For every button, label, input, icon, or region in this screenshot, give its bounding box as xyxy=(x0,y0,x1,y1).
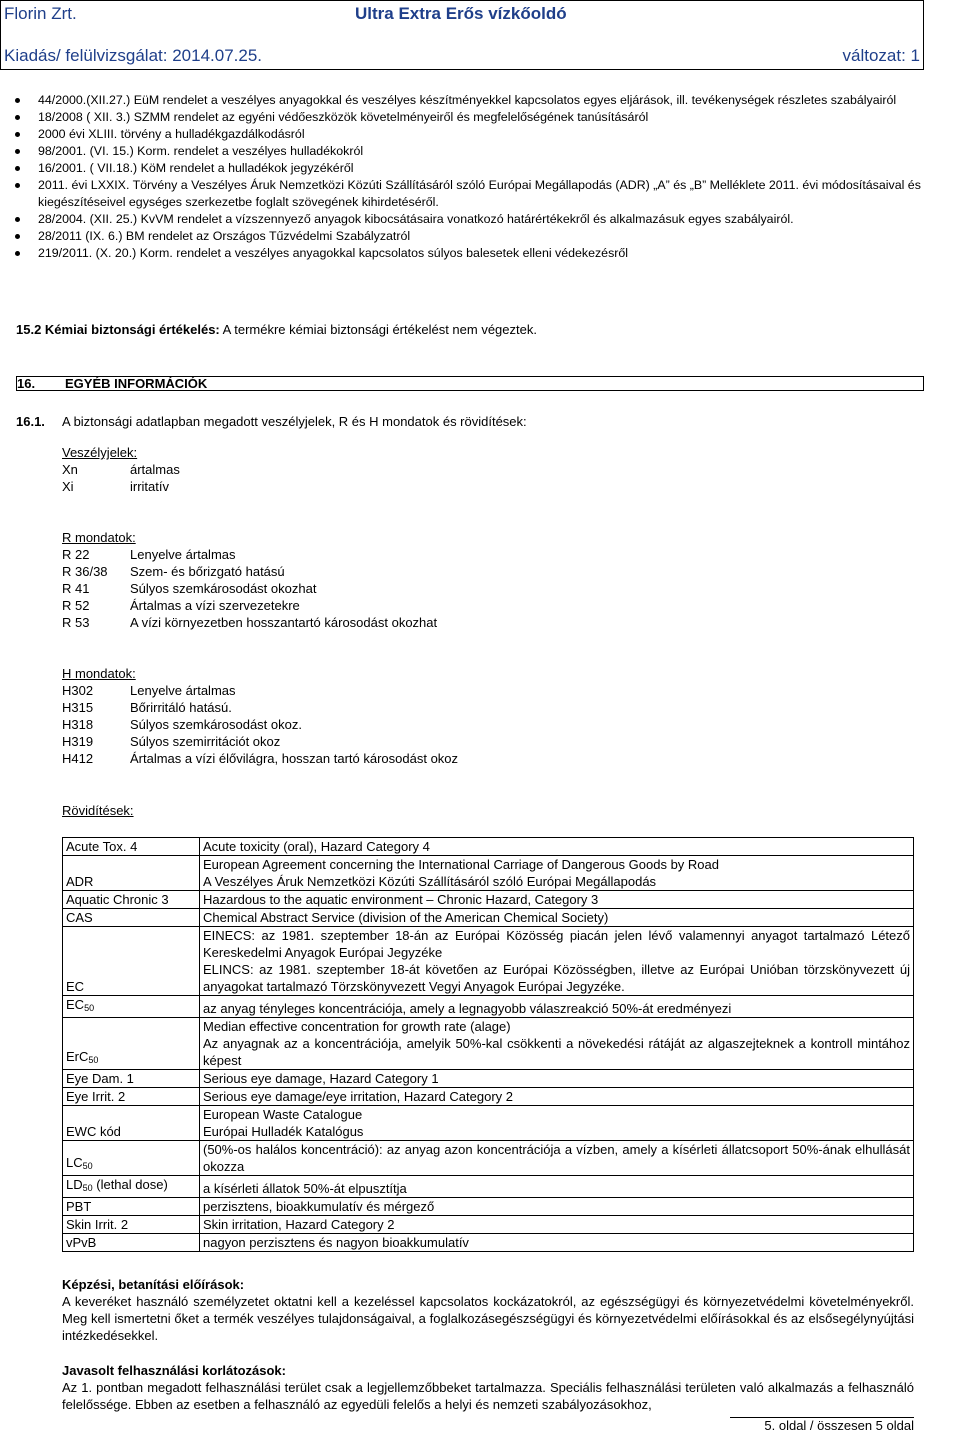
subsection-text: A biztonsági adatlapban megadott veszélyjelek, R és H mondatok és rövidítések: xyxy=(62,414,527,429)
document-header xyxy=(0,0,924,70)
abbreviation: Eye Dam. 1 xyxy=(66,1071,134,1086)
table-row xyxy=(63,838,914,856)
definition-cell: Median effective concentration for growth rate (alage) Az anyagnak az a koncentrációja, amelyik 50%-kal csökkenti a növekedési rátáját az algaszejteknek a kontroll mintához képest xyxy=(200,1018,914,1070)
abbreviation: vPvB xyxy=(66,1235,97,1250)
list-item: 44/2000.(XII.27.) EüM rendelet a veszélyes anyagokkal és veszélyes készítményekkel kapcsolatos egyes eljárások, ill. tevékenységek részletes szabályairól xyxy=(0,92,925,109)
definition-cell: Hazardous to the aquatic environment – Chronic Hazard, Category 3 xyxy=(200,891,914,909)
abbreviation-cell xyxy=(63,1070,200,1088)
definition-cell: Chemical Abstract Service (division of the American Chemical Society) xyxy=(200,909,914,927)
list-item: 16/2001. ( VII.18.) KöM rendelet a hulladékok jegyzékéről xyxy=(0,160,925,177)
subscript: 50 xyxy=(84,1003,95,1013)
list-item xyxy=(62,478,180,495)
usage-heading: Javasolt felhasználási korlátozások: xyxy=(62,1363,286,1378)
code: R 36/38 xyxy=(62,564,108,579)
abbreviation: EC xyxy=(66,979,85,994)
list-item: 219/2011. (X. 20.) Korm. rendelet a veszélyes anyagokkal kapcsolatos súlyos balesetek elleni védekezésről xyxy=(0,245,925,262)
definition-cell: az anyag tényleges koncentrációja, amely a legnagyobb válaszreakció 50%-át eredményezi xyxy=(200,996,914,1018)
abbreviation: EC xyxy=(66,997,85,1012)
table-row xyxy=(63,1088,914,1106)
usage-restrictions-section xyxy=(62,1362,914,1413)
text: Bőrirritáló hatású. xyxy=(130,700,232,715)
list-item xyxy=(62,614,437,631)
abbreviation-cell xyxy=(63,1088,200,1106)
definition-cell: perzisztens, bioakkumulatív és mérgező xyxy=(200,1198,914,1216)
table-row xyxy=(63,996,914,1018)
definition-cell: Skin irritation, Hazard Category 2 xyxy=(200,1216,914,1234)
list-item: 98/2001. (VI. 15.) Korm. rendelet a veszélyes hulladékokról xyxy=(0,143,925,160)
r-phrases xyxy=(62,529,437,631)
abbreviation: LD xyxy=(66,1177,83,1192)
abbreviation-cell xyxy=(63,838,200,856)
text: Szem- és bőrizgató hatású xyxy=(130,564,285,579)
subscript: 50 xyxy=(82,1161,93,1171)
list-item xyxy=(62,699,458,716)
abbreviation-cell xyxy=(63,909,200,927)
subsection-16-1 xyxy=(16,414,527,429)
code: R 41 xyxy=(62,581,90,596)
table-row xyxy=(63,927,914,996)
subscript: 50 xyxy=(88,1055,99,1065)
text: Súlyos szemkárosodást okoz. xyxy=(130,717,302,732)
block-heading: Veszélyjelek: xyxy=(62,445,138,460)
table-row xyxy=(63,1216,914,1234)
block-heading: R mondatok: xyxy=(62,530,136,545)
list-item xyxy=(62,716,458,733)
product-name: Ultra Extra Erős vízkőoldó xyxy=(355,4,567,23)
list-item xyxy=(62,750,458,767)
definition-cell: European Waste Catalogue Európai Hulladék Katalógus xyxy=(200,1106,914,1141)
definition-cell: European Agreement concerning the International Carriage of Dangerous Goods by Road A Veszélyes Áruk Nemzetközi Közúti Szállításáról szóló Európai Megállapodás xyxy=(200,856,914,891)
code: H319 xyxy=(62,734,94,749)
training-heading: Képzési, betanítási előírások: xyxy=(62,1277,245,1292)
text: Lenyelve ártalmas xyxy=(130,683,236,698)
code: H412 xyxy=(62,751,94,766)
abbreviation: Eye Irrit. 2 xyxy=(66,1089,126,1104)
abbreviation-cell xyxy=(63,996,200,1018)
abbreviation: ErC xyxy=(66,1049,89,1064)
code: H302 xyxy=(62,683,94,698)
list-item: 2011. évi LXXIX. Törvény a Veszélyes Áruk Nemzetközi Közúti Szállításáról szóló Európai Megállapodás (ADR) „A” és „B” Melléklete 2011. évi módosításaival és kiegészítéseivel egységes szerkezetbe foglalt szövegének kihirdetéséről. xyxy=(0,177,925,211)
table-row xyxy=(63,856,914,891)
abbreviation-cell xyxy=(63,1018,200,1070)
section-16-heading xyxy=(16,376,924,391)
abbreviation: ADR xyxy=(66,874,94,889)
code: H315 xyxy=(62,700,94,715)
abbreviation: PBT xyxy=(66,1199,92,1214)
code: R 52 xyxy=(62,598,90,613)
text: ártalmas xyxy=(130,462,180,477)
block-heading: H mondatok: xyxy=(62,666,136,681)
abbreviation: Acute Tox. 4 xyxy=(66,839,138,854)
definition-cell: nagyon perzisztens és nagyon bioakkumulatív xyxy=(200,1234,914,1252)
block-heading: Rövidítések: xyxy=(62,803,134,818)
text: A vízi környezetben hosszantartó károsodást okozhat xyxy=(130,615,438,630)
table-row xyxy=(63,1018,914,1070)
list-item xyxy=(62,733,458,750)
list-item: 18/2008 ( XII. 3.) SZMM rendelet az egyéni védőeszközök követelményeiről és megfelelőségének tanúsításáról xyxy=(0,109,925,126)
text: irritatív xyxy=(130,479,169,494)
table-row xyxy=(63,1106,914,1141)
section-number: 16. xyxy=(17,376,36,391)
subsection-number: 16.1. xyxy=(16,414,45,429)
definition-cell: EINECS: az 1981. szeptember 18-án az Európai Közösség piacán jelen lévő valamennyi anyagot tartalmazó Létező Kereskedelmi Anyagok Európai Jegyzéke ELINCS: az 1981. szeptember 18-át követően az Európai Közösségben, illetve az Európai Unióban törzskönyvezett új anyagokat tartalmazó Törzskönyvezett Vegyi Anyagok Európai Jegyzéke. xyxy=(200,927,914,996)
definition-cell: a kísérleti állatok 50%-át elpusztítja xyxy=(200,1176,914,1198)
subscript: 50 xyxy=(82,1183,93,1193)
section-label: 15.2 Kémiai biztonsági értékelés: xyxy=(16,322,220,337)
table-row xyxy=(63,1198,914,1216)
section-text: A termékre kémiai biztonsági értékelést nem végeztek. xyxy=(219,322,537,337)
list-item xyxy=(62,580,437,597)
training-section xyxy=(62,1276,914,1344)
definition-cell: Serious eye damage, Hazard Category 1 xyxy=(200,1070,914,1088)
abbreviation-cell xyxy=(63,1198,200,1216)
abbreviation-cell xyxy=(63,856,200,891)
table-row xyxy=(63,891,914,909)
section-title: EGYÉB INFORMÁCIÓK xyxy=(65,376,208,391)
code: R 53 xyxy=(62,615,90,630)
list-item: 28/2011 (IX. 6.) BM rendelet az Országos Tűzvédelmi Szabályzatról xyxy=(0,228,925,245)
company-name: Florin Zrt. xyxy=(4,4,77,23)
abbreviation-cell xyxy=(63,1216,200,1234)
table-row xyxy=(63,1234,914,1252)
page-number: 5. oldal / összesen 5 oldal xyxy=(764,1418,914,1433)
list-item xyxy=(62,597,437,614)
list-item: 2000 évi XLIII. törvény a hulladékgazdálkodásról xyxy=(0,126,925,143)
code: R 22 xyxy=(62,547,90,562)
regulation-list xyxy=(0,92,925,262)
text: Súlyos szemkárosodást okozhat xyxy=(130,581,317,596)
text: Lenyelve ártalmas xyxy=(130,547,236,562)
issue-date: Kiadás/ felülvizsgálat: 2014.07.25. xyxy=(4,46,263,65)
hazard-symbols xyxy=(62,444,180,495)
list-item xyxy=(62,563,437,580)
definition-cell: Acute toxicity (oral), Hazard Category 4 xyxy=(200,838,914,856)
list-item xyxy=(62,461,180,478)
abbreviation-cell xyxy=(63,927,200,996)
code: Xn xyxy=(62,462,78,477)
chemical-safety-assessment xyxy=(16,322,537,337)
code: Xi xyxy=(62,479,74,494)
abbreviation: CAS xyxy=(66,910,93,925)
usage-text: Az 1. pontban megadott felhasználási terület csak a legjellemzőbbeket tartalmazza. Speciális felhasználási területen való alkalmazás a felhasználó felelőssége. Ebben az esetben a felhasználó az egyedüli felelős a helyi és nemzeti szabályozásokhoz, xyxy=(62,1380,914,1412)
table-row xyxy=(63,1176,914,1198)
definition-cell: (50%-os halálos koncentráció): az anyag azon koncentrációja a vízben, amely a kísérleti állatcsoport 50%-ának elhullását okozza xyxy=(200,1141,914,1176)
list-item xyxy=(62,546,437,563)
abbreviation: Aquatic Chronic 3 xyxy=(66,892,169,907)
abbreviations-heading-block xyxy=(62,802,134,819)
abbreviation-cell xyxy=(63,1106,200,1141)
abbreviation-cell xyxy=(63,1176,200,1198)
table-row xyxy=(63,909,914,927)
table-row xyxy=(63,1141,914,1176)
abbreviation-cell xyxy=(63,891,200,909)
abbreviation: LC xyxy=(66,1155,83,1170)
text: Ártalmas a vízi élővilágra, hosszan tartó károsodást okoz xyxy=(130,751,459,766)
definition-cell: Serious eye damage/eye irritation, Hazard Category 2 xyxy=(200,1088,914,1106)
code: H318 xyxy=(62,717,94,732)
h-phrases xyxy=(62,665,458,767)
text: Ártalmas a vízi szervezetekre xyxy=(130,598,300,613)
list-item: 28/2004. (XII. 25.) KvVM rendelet a vízszennyező anyagok kibocsátásaira vonatkozó határértékekről és alkalmazásuk egyes szabályairól. xyxy=(0,211,925,228)
abbreviation-cell xyxy=(63,1141,200,1176)
table-row xyxy=(63,1070,914,1088)
abbreviation: Skin Irrit. 2 xyxy=(66,1217,129,1232)
abbreviation-cell xyxy=(63,1234,200,1252)
abbreviation-tail: (lethal dose) xyxy=(92,1177,168,1192)
abbreviations-table xyxy=(62,837,914,1252)
list-item xyxy=(62,682,458,699)
abbreviation: EWC kód xyxy=(66,1124,121,1139)
text: Súlyos szemirritációt okoz xyxy=(130,734,281,749)
training-text: A keveréket használó személyzetet oktatni kell a kezeléssel kapcsolatos kockázatokról, az egészségügyi és környezetvédelmi követelményekről. Meg kell ismertetni őket a termék veszélyes tulajdonságaival, a foglalkozásegészségügyi és környezetvédelmi előírásokkal és az elsősegélynyújtási intézkedésekkel. xyxy=(62,1294,914,1343)
version: változat: 1 xyxy=(842,46,920,65)
